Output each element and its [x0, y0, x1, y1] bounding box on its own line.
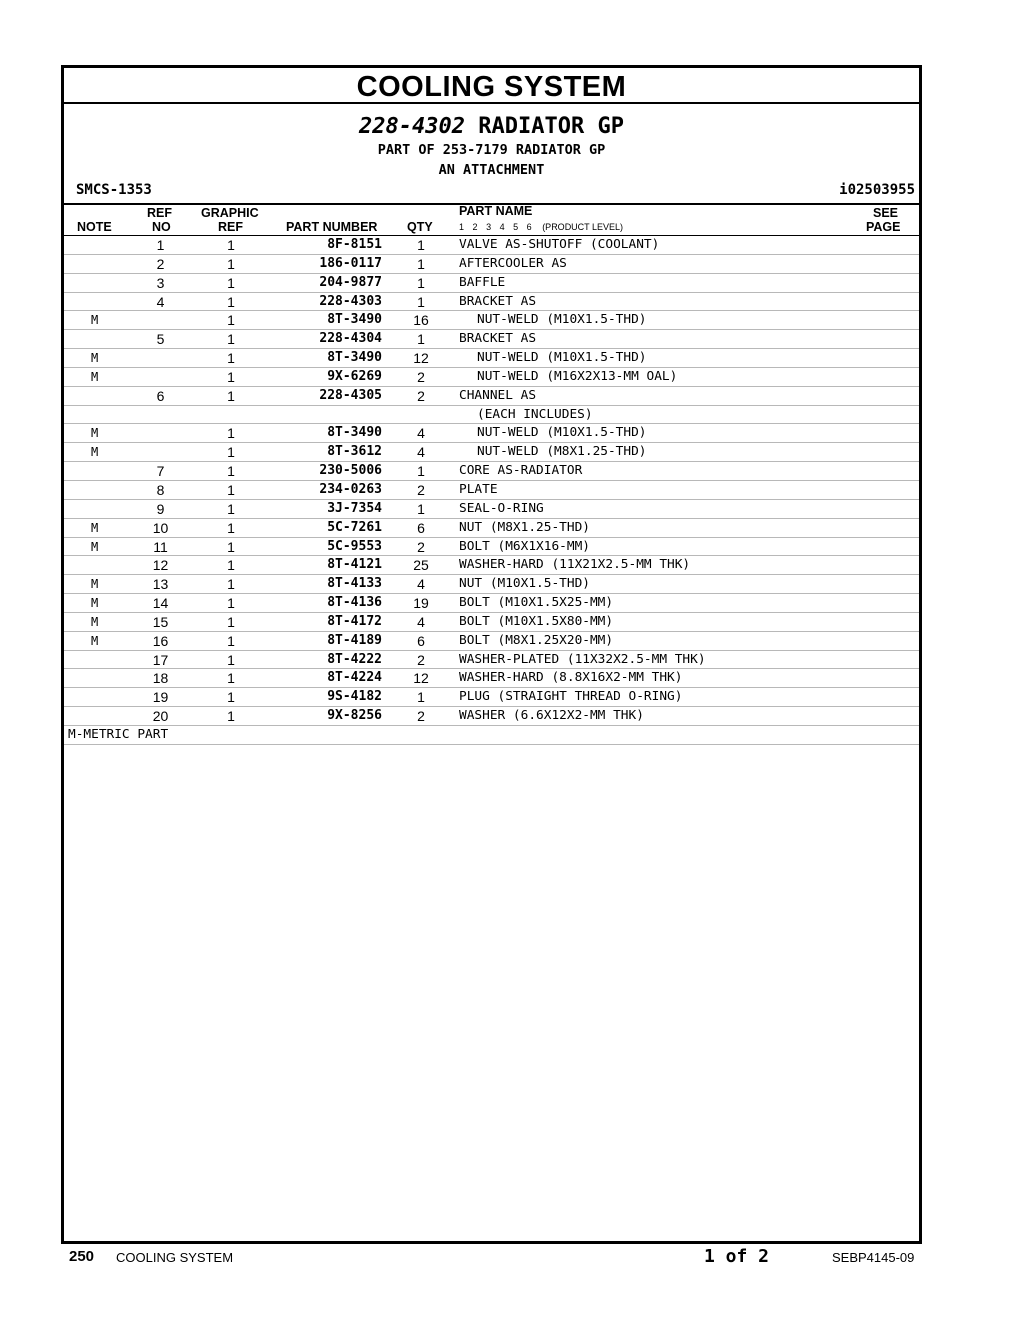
level-6: 6 [526, 222, 532, 232]
part-number-cell: 228-4303 [319, 293, 382, 309]
part-name-cell: WASHER-HARD (11X21X2.5-MM THK) [459, 557, 691, 573]
ref-no-cell: 12 [152, 557, 169, 574]
qty-cell: 2 [417, 538, 425, 555]
attachment-line: AN ATTACHMENT [438, 162, 545, 178]
note-cell: M [91, 633, 99, 648]
document-id: SEBP4145-09 [832, 1250, 915, 1265]
smcs-code: SMCS-1353 [76, 182, 152, 198]
table-row [64, 613, 919, 632]
table-row [64, 481, 919, 500]
qty-cell: 25 [413, 557, 429, 574]
note-cell: M [91, 369, 99, 384]
part-number-cell: 5C-9553 [327, 538, 382, 554]
graphic-ref-cell: 1 [227, 444, 235, 461]
part-name-cell: CHANNEL AS [459, 387, 537, 403]
col-see-bottom: PAGE [866, 220, 901, 234]
part-name-cell: NUT-WELD (M10X1.5-THD) [477, 425, 647, 441]
level-4: 4 [499, 222, 505, 232]
qty-cell: 1 [417, 463, 425, 480]
level-1: 1 [459, 222, 465, 232]
col-see-top: SEE [873, 206, 899, 220]
col-part-number: PART NUMBER [286, 220, 378, 234]
ref-no-cell: 9 [156, 500, 165, 517]
col-ref-top: REF [147, 206, 172, 220]
graphic-ref-cell: 1 [227, 651, 235, 668]
metric-note-row [64, 726, 919, 745]
part-name-cell: WASHER-HARD (8.8X16X2-MM THK) [459, 670, 683, 686]
part-name-cell: BAFFLE [459, 274, 506, 290]
group-title [64, 114, 919, 140]
table-row [64, 462, 919, 481]
qty-cell: 4 [417, 444, 425, 461]
part-number-cell: 9S-4182 [327, 689, 382, 705]
level-3: 3 [486, 222, 492, 232]
ref-no-cell: 20 [152, 708, 169, 725]
note-cell: M [91, 614, 99, 629]
table-row [64, 387, 919, 406]
ref-no-cell: 15 [152, 613, 169, 630]
note-cell: M [91, 351, 99, 366]
qty-cell: 4 [417, 613, 425, 630]
qty-cell: 16 [413, 312, 429, 329]
ref-no-cell: 11 [153, 538, 168, 555]
qty-cell: 1 [417, 331, 425, 348]
qty-cell: 1 [417, 293, 425, 310]
graphic-ref-cell: 1 [227, 538, 235, 555]
part-name-cell: (EACH INCLUDES) [477, 406, 593, 422]
qty-cell: 1 [417, 274, 425, 291]
part-number-cell: 8T-4189 [327, 632, 382, 648]
part-name-cell: BOLT (M8X1.25X20-MM) [459, 632, 614, 648]
table-row [64, 255, 919, 274]
ref-no-cell: 5 [156, 331, 165, 348]
product-levels [459, 222, 623, 232]
ref-no-cell: 4 [156, 293, 165, 310]
part-number-cell: 230-5006 [319, 463, 382, 479]
graphic-ref-cell: 1 [227, 632, 235, 649]
graphic-ref-cell: 1 [227, 463, 235, 480]
part-number-cell: 8T-4224 [327, 670, 382, 686]
table-row [64, 274, 919, 293]
table-row [64, 538, 919, 557]
graphic-ref-cell: 1 [227, 708, 235, 725]
note-cell: M [91, 596, 99, 611]
level-5: 5 [513, 222, 519, 232]
qty-cell: 2 [417, 708, 425, 725]
group-name: RADIATOR GP [478, 114, 624, 139]
part-number-cell: 5C-7261 [327, 519, 382, 535]
ref-no-cell: 1 [156, 237, 165, 253]
part-number-cell: 8F-8151 [327, 237, 382, 252]
table-row [64, 330, 919, 349]
graphic-ref-cell: 1 [227, 689, 235, 706]
ref-no-cell: 17 [152, 651, 169, 668]
part-name-cell: CORE AS-RADIATOR [459, 463, 583, 479]
table-row [64, 707, 919, 726]
graphic-ref-cell: 1 [227, 274, 235, 291]
part-name-cell: PLATE [459, 481, 498, 497]
qty-cell: 2 [417, 387, 425, 404]
part-name-cell: PLUG (STRAIGHT THREAD O-RING) [459, 689, 683, 705]
group-number: 228-4302 [359, 114, 465, 139]
ref-no-cell: 16 [152, 632, 169, 649]
ref-no-cell: 14 [152, 595, 169, 612]
part-number-cell: 9X-8256 [327, 708, 382, 724]
part-number-cell: 9X-6269 [327, 368, 382, 384]
graphic-ref-cell: 1 [227, 237, 235, 253]
graphic-ref-cell: 1 [227, 613, 235, 630]
part-number-cell: 8T-4121 [327, 557, 382, 573]
part-name-cell: BRACKET AS [459, 331, 537, 347]
smcs-row [64, 180, 919, 203]
graphic-ref-cell: 1 [227, 481, 235, 498]
qty-cell: 2 [417, 481, 425, 498]
part-number-cell: 234-0263 [319, 481, 382, 497]
note-cell: M [91, 445, 99, 460]
graphic-ref-cell: 1 [227, 312, 235, 329]
ref-no-cell: 19 [152, 689, 169, 706]
qty-cell: 12 [413, 350, 429, 367]
parts-list [64, 236, 919, 726]
part-name-cell: WASHER (6.6X12X2-MM THK) [459, 708, 644, 724]
qty-cell: 12 [413, 670, 429, 687]
table-row [64, 236, 919, 255]
col-note: NOTE [77, 220, 112, 234]
qty-cell: 2 [417, 651, 425, 668]
col-graphic-bottom: REF [218, 220, 243, 234]
part-number-cell: 186-0117 [319, 255, 382, 271]
qty-cell: 1 [417, 237, 425, 253]
page-of: 1 of 2 [704, 1246, 770, 1267]
table-row [64, 575, 919, 594]
part-name-cell: BOLT (M10X1.5X25-MM) [459, 595, 614, 611]
qty-cell: 4 [417, 576, 425, 593]
part-number-cell: 8T-3490 [327, 312, 382, 328]
col-part-name: PART NAME [459, 204, 533, 218]
note-cell: M [91, 539, 99, 554]
part-of-line: PART OF 253-7179 RADIATOR GP [377, 142, 606, 158]
part-name-cell: BRACKET AS [459, 293, 537, 309]
table-row [64, 349, 919, 368]
ref-no-cell: 10 [152, 519, 169, 536]
part-number-cell: 8T-3612 [327, 444, 382, 460]
part-name-cell: NUT (M10X1.5-THD) [459, 576, 590, 592]
qty-cell: 1 [417, 500, 425, 517]
part-name-cell: VALVE AS-SHUTOFF (COOLANT) [459, 237, 660, 252]
graphic-ref-cell: 1 [227, 425, 235, 442]
note-cell: M [91, 426, 99, 441]
graphic-ref-cell: 1 [227, 293, 235, 310]
graphic-ref-cell: 1 [227, 500, 235, 517]
part-name-cell: NUT-WELD (M10X1.5-THD) [477, 350, 647, 366]
illustration-id: i02503955 [839, 182, 915, 198]
part-number-cell: 3J-7354 [327, 500, 382, 516]
column-header [64, 203, 919, 236]
table-row [64, 594, 919, 613]
graphic-ref-cell: 1 [227, 595, 235, 612]
page-footer [0, 1242, 1020, 1272]
part-name-cell: NUT-WELD (M16X2X13-MM OAL) [477, 368, 678, 384]
graphic-ref-cell: 1 [227, 670, 235, 687]
part-number-cell: 8T-4172 [327, 613, 382, 629]
ref-no-cell: 13 [152, 576, 169, 593]
qty-cell: 19 [413, 595, 429, 612]
qty-cell: 6 [417, 519, 425, 536]
level-2: 2 [472, 222, 478, 232]
part-name-cell: NUT (M8X1.25-THD) [459, 519, 590, 535]
part-name-cell: BOLT (M6X1X16-MM) [459, 538, 590, 554]
graphic-ref-cell: 1 [227, 576, 235, 593]
ref-no-cell: 18 [152, 670, 169, 687]
part-name-cell: WASHER-PLATED (11X32X2.5-MM THK) [459, 651, 706, 667]
ref-no-cell: 6 [156, 387, 165, 404]
col-graphic-top: GRAPHIC [201, 206, 259, 220]
part-name-cell: NUT-WELD (M10X1.5-THD) [477, 312, 647, 328]
note-cell: M [91, 313, 99, 328]
note-cell: M [91, 577, 99, 592]
part-name-cell: NUT-WELD (M8X1.25-THD) [477, 444, 647, 460]
col-qty: QTY [407, 220, 433, 234]
part-number-cell: 204-9877 [319, 274, 382, 290]
table-row [64, 651, 919, 670]
qty-cell: 4 [417, 425, 425, 442]
ref-no-cell: 8 [156, 481, 165, 498]
qty-cell: 1 [417, 689, 425, 706]
table-row [64, 368, 919, 387]
part-name-cell: AFTERCOOLER AS [459, 255, 567, 271]
table-row [64, 293, 919, 312]
graphic-ref-cell: 1 [227, 368, 235, 385]
part-number-cell: 228-4305 [319, 387, 382, 403]
graphic-ref-cell: 1 [227, 331, 235, 348]
qty-cell: 1 [417, 255, 425, 272]
graphic-ref-cell: 1 [227, 519, 235, 536]
part-number-cell: 8T-4136 [327, 595, 382, 611]
table-row [64, 311, 919, 330]
part-name-cell: BOLT (M10X1.5X80-MM) [459, 613, 614, 629]
graphic-ref-cell: 1 [227, 255, 235, 272]
table-row [64, 500, 919, 519]
part-number-cell: 8T-4222 [327, 651, 382, 667]
graphic-ref-cell: 1 [227, 350, 235, 367]
section-title: COOLING SYSTEM [64, 68, 919, 104]
product-level-label: (PRODUCT LEVEL) [542, 222, 624, 232]
qty-cell: 6 [417, 632, 425, 649]
graphic-ref-cell: 1 [227, 557, 235, 574]
table-row [64, 632, 919, 651]
metric-note: M-METRIC PART [68, 726, 169, 742]
table-row [64, 556, 919, 575]
ref-no-cell: 2 [156, 255, 165, 272]
ref-no-cell: 3 [156, 274, 165, 291]
page-number: 250 [69, 1248, 95, 1265]
note-cell: M [91, 520, 99, 535]
table-row [64, 688, 919, 707]
graphic-ref-cell: 1 [227, 387, 235, 404]
table-row [64, 443, 919, 462]
part-number-cell: 8T-4133 [327, 576, 382, 592]
table-row [64, 519, 919, 538]
qty-cell: 2 [417, 368, 425, 385]
part-number-cell: 8T-3490 [327, 350, 382, 366]
table-row [64, 669, 919, 688]
part-number-cell: 8T-3490 [327, 425, 382, 441]
part-name-cell: SEAL-O-RING [459, 500, 544, 516]
part-number-cell: 228-4304 [319, 331, 382, 347]
table-row [64, 406, 919, 425]
ref-no-cell: 7 [156, 463, 165, 480]
table-row [64, 424, 919, 443]
parts-sheet [61, 65, 922, 1244]
col-ref-bottom: NO [152, 220, 171, 234]
footer-section: COOLING SYSTEM [116, 1250, 234, 1265]
